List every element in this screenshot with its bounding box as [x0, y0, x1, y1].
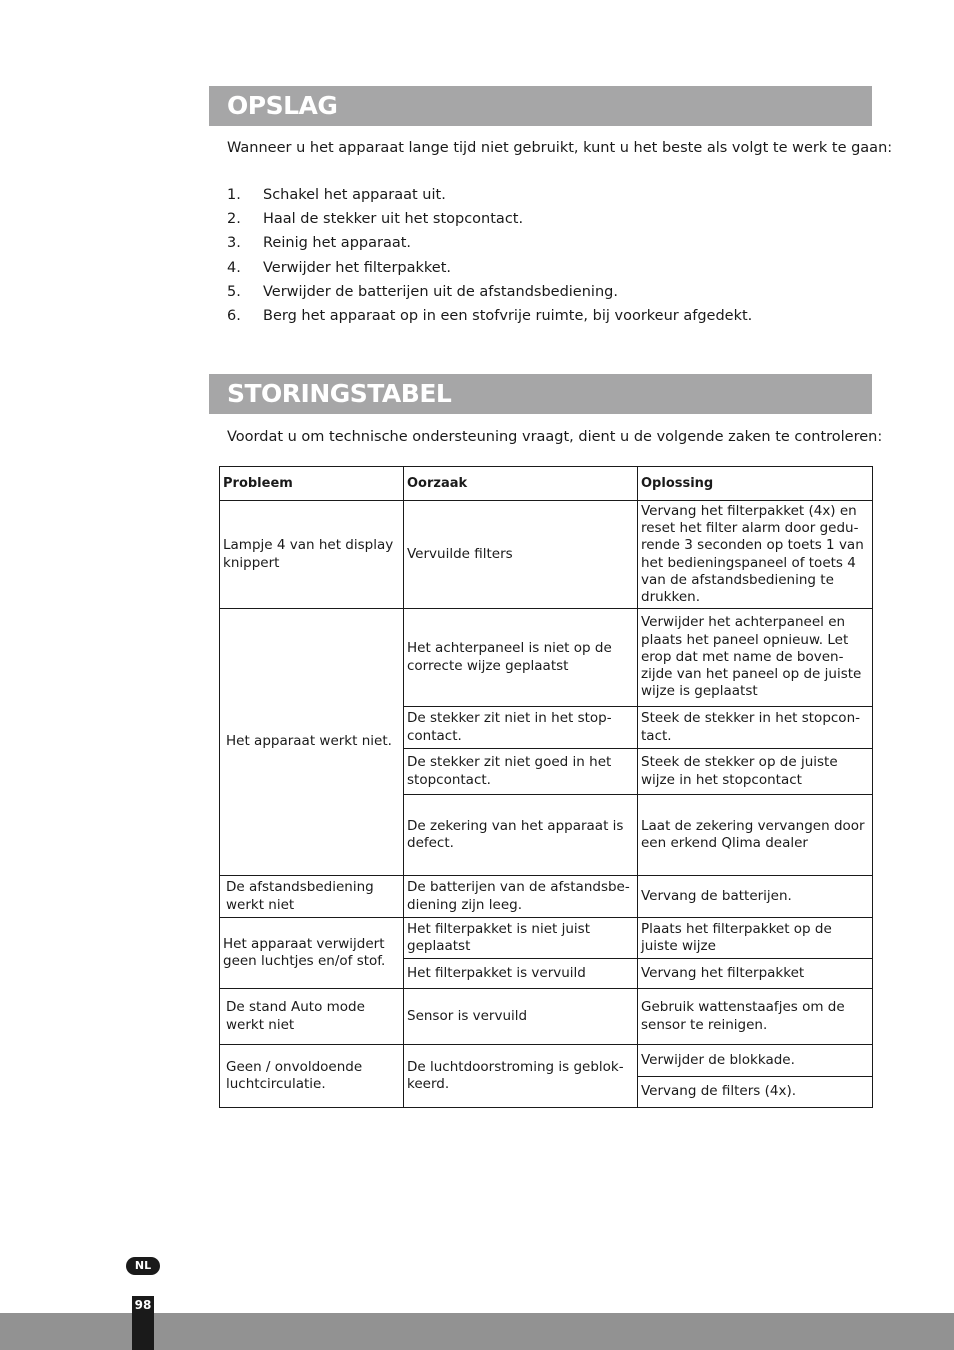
- column-header-cause: Oorzaak: [404, 467, 638, 501]
- table-row: [220, 918, 873, 959]
- solution-cell: Verwijder het achterpaneel en plaats het paneel opnieuw. Let erop dat met name de boven-zijde van het paneel op de juiste wijze is geplaatst: [638, 609, 873, 707]
- step-text: Reinig het apparaat.: [263, 235, 412, 252]
- step-number: 4.: [227, 259, 241, 276]
- column-header-problem: Probleem: [220, 467, 404, 501]
- solution-cell: Plaats het filterpakket op de juiste wijze: [638, 918, 873, 959]
- solution-cell: Steek de stekker in het stopcon-tact.: [638, 707, 873, 749]
- problem-cell: Lampje 4 van het display knippert: [220, 501, 404, 609]
- list-item: [227, 186, 752, 210]
- table-row: [220, 1045, 873, 1077]
- list-item: [227, 259, 752, 283]
- list-item: [227, 283, 752, 307]
- solution-cell: Gebruik wattenstaafjes om de sensor te reinigen.: [638, 989, 873, 1045]
- step-text: Verwijder de batterijen uit de afstandsbediening.: [263, 283, 618, 300]
- cause-cell: De batterijen van de afstandsbe-diening zijn leeg.: [404, 876, 638, 918]
- solution-cell: Vervang het filterpakket (4x) en reset het filter alarm door gedu-rende 3 seconden op toets 1 van het bedieningspaneel of toets 4 van de afstandsbediening te drukken.: [638, 501, 873, 609]
- step-number: 2.: [227, 211, 241, 228]
- step-number: 6.: [227, 307, 241, 324]
- page-number: 98: [134, 1298, 152, 1312]
- step-text: Berg het apparaat op in een stofvrije ruimte, bij voorkeur afgedekt.: [263, 307, 753, 324]
- problem-cell: Het apparaat werkt niet.: [220, 609, 404, 876]
- cause-cell: De stekker zit niet goed in het stopcontact.: [404, 749, 638, 795]
- problem-cell: Geen / onvoldoende luchtcirculatie.: [220, 1045, 404, 1108]
- cause-cell: Het achterpaneel is niet op de correcte wijze geplaatst: [404, 609, 638, 707]
- cause-cell: De stekker zit niet in het stop-contact.: [404, 707, 638, 749]
- cause-cell: De zekering van het apparaat is defect.: [404, 795, 638, 876]
- column-header-solution: Oplossing: [638, 467, 873, 501]
- step-text: Schakel het apparaat uit.: [263, 187, 446, 203]
- solution-cell: Verwijder de blokkade.: [638, 1045, 873, 1077]
- cause-cell: De luchtdoorstroming is geblok-keerd.: [404, 1045, 638, 1108]
- section-title-opslag: OPSLAG: [209, 86, 872, 126]
- solution-cell: Laat de zekering vervangen door een erkend Qlima dealer: [638, 795, 873, 876]
- cause-cell: Sensor is vervuild: [404, 989, 638, 1045]
- step-text: Verwijder het filterpakket.: [263, 259, 452, 276]
- list-item: [227, 307, 752, 331]
- step-text: Haal de stekker uit het stopcontact.: [263, 211, 524, 228]
- problem-cell: Het apparaat verwijdert geen luchtjes en/of stof.: [220, 918, 404, 989]
- solution-cell: Vervang de filters (4x).: [638, 1077, 873, 1108]
- table-row: [220, 501, 873, 609]
- table-row: [220, 989, 873, 1045]
- cause-cell: Vervuilde filters: [404, 501, 638, 609]
- cause-cell: Het filterpakket is niet juist geplaatst: [404, 918, 638, 959]
- table-header-row: [220, 467, 873, 501]
- problem-cell: De afstandsbediening werkt niet: [220, 876, 404, 918]
- table-row: [220, 609, 873, 707]
- section-title-storingstabel: STORINGSTABEL: [209, 374, 872, 414]
- storage-steps-list: [227, 186, 752, 331]
- list-item: [227, 210, 752, 234]
- solution-cell: Vervang het filterpakket: [638, 959, 873, 989]
- step-number: 5.: [227, 283, 241, 300]
- opslag-intro: Wanneer u het apparaat lange tijd niet gebruikt, kunt u het beste als volgt te werk te gaan:: [227, 140, 893, 156]
- solution-cell: Steek de stekker op de juiste wijze in het stopcontact: [638, 749, 873, 795]
- step-number: 1.: [227, 187, 241, 203]
- language-badge: NL: [126, 1257, 160, 1275]
- step-number: 3.: [227, 235, 241, 252]
- problem-cell: De stand Auto mode werkt niet: [220, 989, 404, 1045]
- list-item: [227, 234, 752, 258]
- solution-cell: Vervang de batterijen.: [638, 876, 873, 918]
- table-row: [220, 876, 873, 918]
- storingstabel-intro: Voordat u om technische ondersteuning vraagt, dient u de volgende zaken te controleren:: [227, 429, 883, 445]
- cause-cell: Het filterpakket is vervuild: [404, 959, 638, 989]
- troubleshooting-table: [219, 466, 873, 1108]
